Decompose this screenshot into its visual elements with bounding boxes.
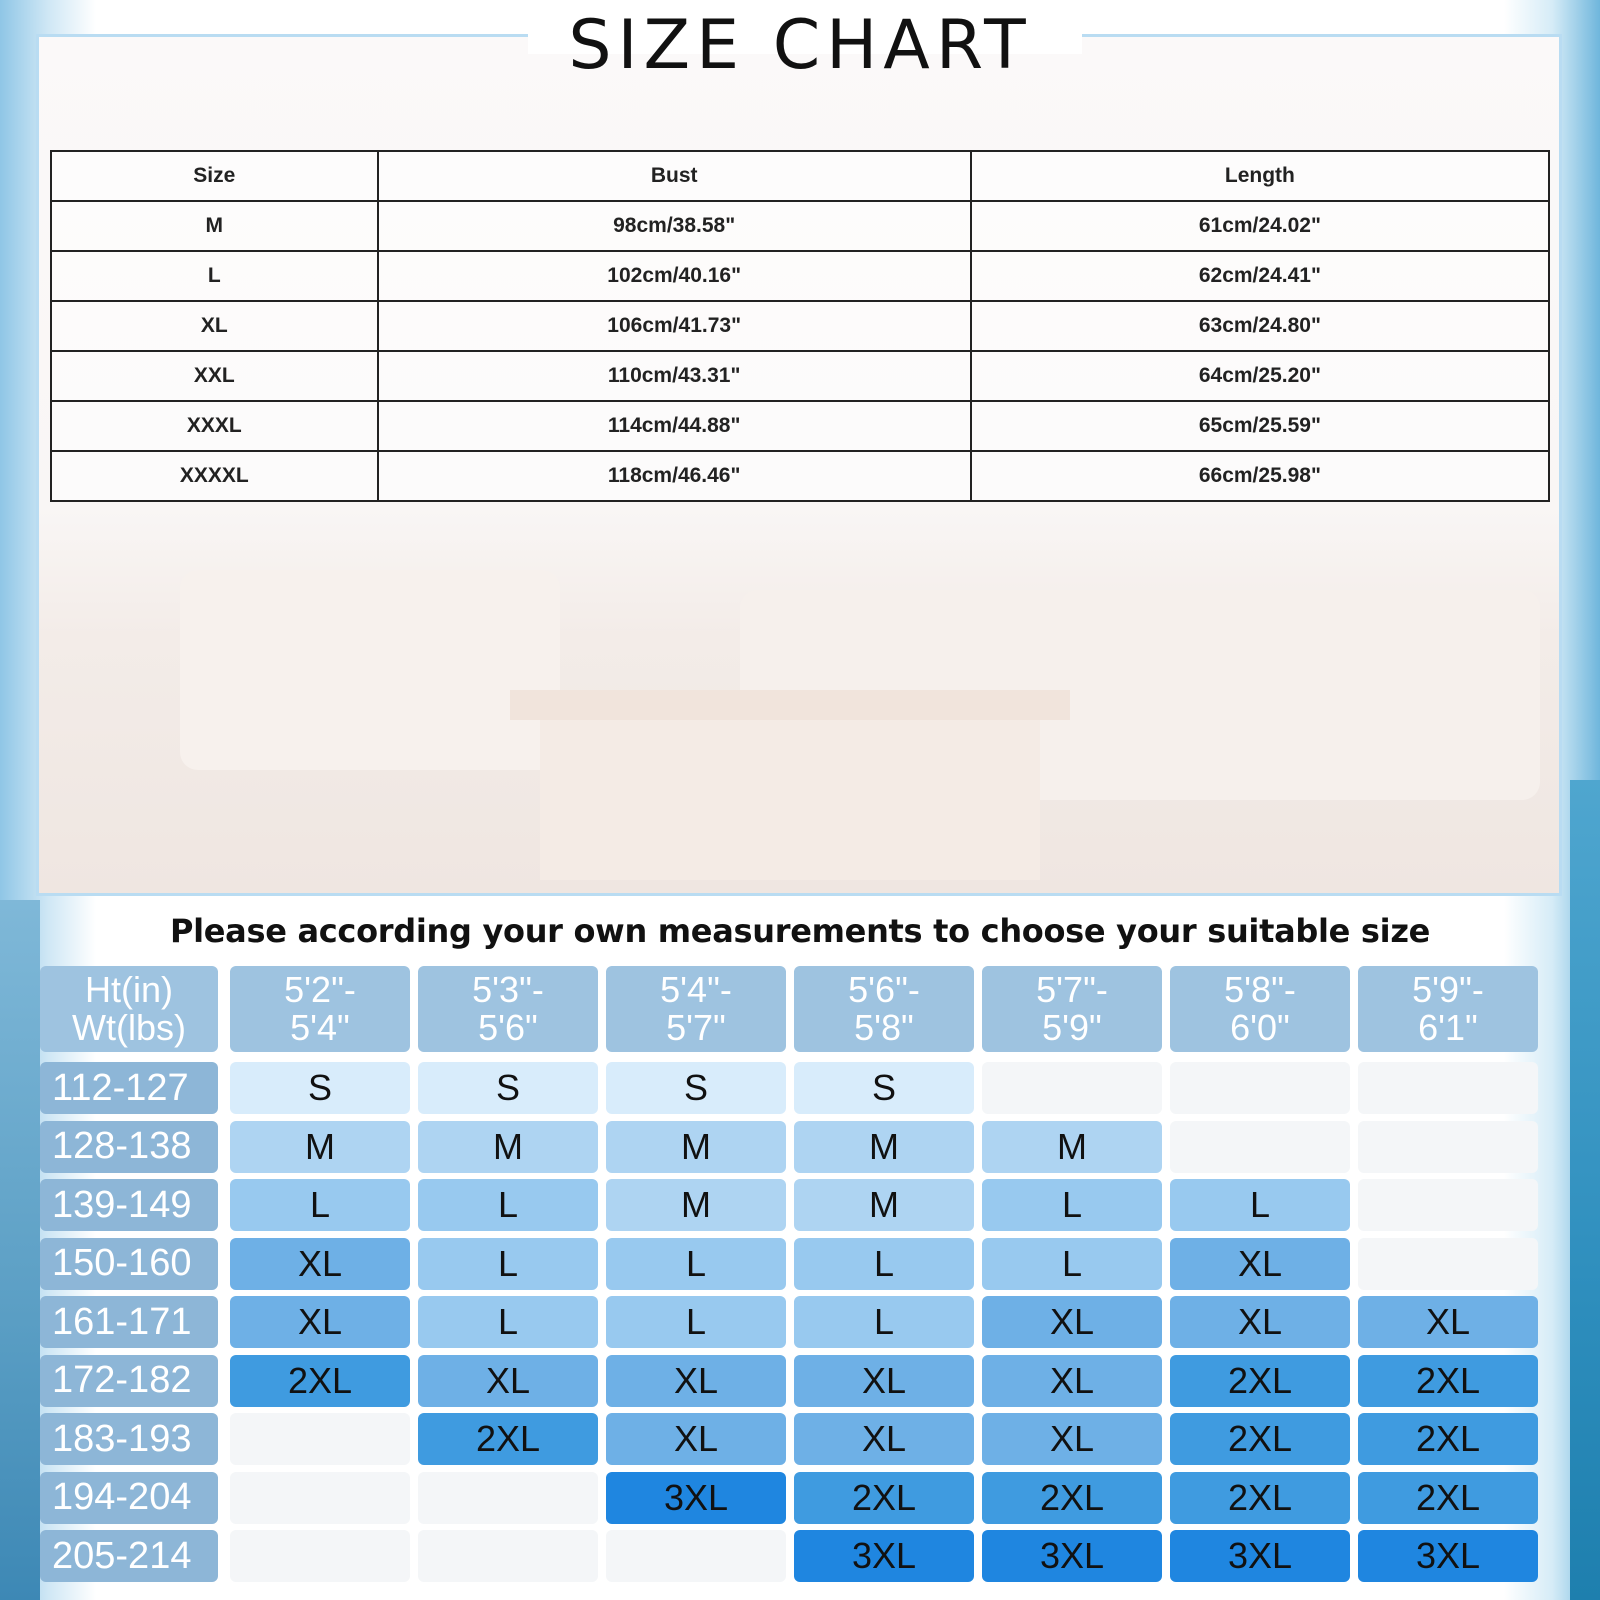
height-range-label: 6'1" bbox=[1418, 1007, 1478, 1048]
height-range-label: 5'4"- bbox=[660, 969, 732, 1010]
size-recommendation-cell: M bbox=[982, 1121, 1162, 1173]
size-recommendation-cell: 2XL bbox=[1358, 1355, 1538, 1407]
table-row bbox=[51, 201, 1549, 251]
table-header-row bbox=[51, 151, 1549, 201]
size-recommendation-cell: 2XL bbox=[1170, 1413, 1350, 1465]
background-sea-left bbox=[0, 900, 40, 1600]
size-recommendation-cell: L bbox=[1170, 1179, 1350, 1231]
size-recommendation-cell: L bbox=[418, 1238, 598, 1290]
table-row bbox=[51, 251, 1549, 301]
size-recommendation-cell: M bbox=[230, 1121, 410, 1173]
size-recommendation-cell: 3XL bbox=[982, 1530, 1162, 1582]
length-cell: 66cm/25.98" bbox=[971, 451, 1549, 501]
bust-cell: 102cm/40.16" bbox=[378, 251, 971, 301]
table-row bbox=[51, 351, 1549, 401]
empty-cell bbox=[1170, 1121, 1350, 1173]
height-column-header bbox=[418, 966, 598, 1052]
size-recommendation-cell: XL bbox=[1170, 1238, 1350, 1290]
height-range-label: 5'3"- bbox=[472, 969, 544, 1010]
empty-cell bbox=[1358, 1121, 1538, 1173]
size-recommendation-cell: 3XL bbox=[1358, 1530, 1538, 1582]
size-measurement-table bbox=[50, 150, 1550, 502]
height-column-header bbox=[606, 966, 786, 1052]
size-recommendation-cell: 2XL bbox=[982, 1472, 1162, 1524]
empty-cell bbox=[1358, 1179, 1538, 1231]
size-recommendation-cell: XL bbox=[982, 1413, 1162, 1465]
size-recommendation-cell: 2XL bbox=[418, 1413, 598, 1465]
size-recommendation-cell: XL bbox=[794, 1355, 974, 1407]
weight-row-header: 112-127 bbox=[40, 1062, 218, 1114]
height-column-header bbox=[1358, 966, 1538, 1052]
column-header-bust: Bust bbox=[378, 151, 971, 201]
size-recommendation-cell: 3XL bbox=[1170, 1530, 1350, 1582]
size-recommendation-cell: XL bbox=[230, 1296, 410, 1348]
weight-row-header: 172-182 bbox=[40, 1355, 218, 1407]
size-recommendation-cell: M bbox=[418, 1121, 598, 1173]
length-cell: 61cm/24.02" bbox=[971, 201, 1549, 251]
height-range-label: 5'6"- bbox=[848, 969, 920, 1010]
size-recommendation-cell: M bbox=[794, 1179, 974, 1231]
size-cell: L bbox=[51, 251, 378, 301]
column-header-size: Size bbox=[51, 151, 378, 201]
size-recommendation-cell: L bbox=[982, 1238, 1162, 1290]
size-recommendation-cell: 2XL bbox=[1358, 1472, 1538, 1524]
size-recommendation-cell: 2XL bbox=[794, 1472, 974, 1524]
empty-cell bbox=[1358, 1238, 1538, 1290]
height-range-label: 5'8"- bbox=[1224, 969, 1296, 1010]
size-recommendation-cell: L bbox=[982, 1179, 1162, 1231]
bust-cell: 110cm/43.31" bbox=[378, 351, 971, 401]
size-recommendation-cell: M bbox=[606, 1179, 786, 1231]
height-range-label: 5'6" bbox=[478, 1007, 538, 1048]
height-range-label: 5'7"- bbox=[1036, 969, 1108, 1010]
height-range-label: 6'0" bbox=[1230, 1007, 1290, 1048]
size-recommendation-cell: XL bbox=[418, 1355, 598, 1407]
height-column-header bbox=[230, 966, 410, 1052]
size-recommendation-cell: L bbox=[418, 1179, 598, 1231]
empty-cell bbox=[1358, 1062, 1538, 1114]
weight-row-header: 161-171 bbox=[40, 1296, 218, 1348]
bust-cell: 106cm/41.73" bbox=[378, 301, 971, 351]
size-recommendation-cell: XL bbox=[1358, 1296, 1538, 1348]
size-recommendation-cell: M bbox=[606, 1121, 786, 1173]
height-column-header bbox=[794, 966, 974, 1052]
size-recommendation-cell: S bbox=[606, 1062, 786, 1114]
weight-axis-label: Wt(lbs) bbox=[72, 1007, 186, 1048]
size-recommendation-cell: XL bbox=[1170, 1296, 1350, 1348]
weight-row-header: 128-138 bbox=[40, 1121, 218, 1173]
empty-cell bbox=[230, 1413, 410, 1465]
weight-row-header: 194-204 bbox=[40, 1472, 218, 1524]
size-recommendation-cell: XL bbox=[982, 1296, 1162, 1348]
height-column-header bbox=[1170, 966, 1350, 1052]
size-recommendation-cell: XL bbox=[794, 1413, 974, 1465]
height-range-label: 5'9" bbox=[1042, 1007, 1102, 1048]
grid-corner-header bbox=[40, 966, 218, 1052]
size-recommendation-cell: XL bbox=[606, 1355, 786, 1407]
size-recommendation-cell: M bbox=[794, 1121, 974, 1173]
height-range-label: 5'9"- bbox=[1412, 969, 1484, 1010]
size-recommendation-cell: L bbox=[606, 1296, 786, 1348]
size-advice-heading: Please according your own measurements to choose your suitable size bbox=[169, 912, 1431, 950]
bust-cell: 114cm/44.88" bbox=[378, 401, 971, 451]
size-cell: XXXL bbox=[51, 401, 378, 451]
weight-row-header: 183-193 bbox=[40, 1413, 218, 1465]
weight-row-header: 139-149 bbox=[40, 1179, 218, 1231]
size-cell: XXL bbox=[51, 351, 378, 401]
size-recommendation-cell: S bbox=[230, 1062, 410, 1114]
table-row bbox=[51, 301, 1549, 351]
empty-cell bbox=[230, 1472, 410, 1524]
size-recommendation-cell: S bbox=[418, 1062, 598, 1114]
weight-row-header: 150-160 bbox=[40, 1238, 218, 1290]
empty-cell bbox=[1170, 1062, 1350, 1114]
bust-cell: 98cm/38.58" bbox=[378, 201, 971, 251]
size-cell: XXXXL bbox=[51, 451, 378, 501]
size-recommendation-cell: 2XL bbox=[1358, 1413, 1538, 1465]
bust-cell: 118cm/46.46" bbox=[378, 451, 971, 501]
weight-row-header: 205-214 bbox=[40, 1530, 218, 1582]
height-range-label: 5'7" bbox=[666, 1007, 726, 1048]
length-cell: 65cm/25.59" bbox=[971, 401, 1549, 451]
height-weight-size-grid bbox=[40, 966, 1570, 1600]
size-cell: XL bbox=[51, 301, 378, 351]
size-recommendation-cell: S bbox=[794, 1062, 974, 1114]
empty-cell bbox=[418, 1472, 598, 1524]
height-axis-label: Ht(in) bbox=[85, 969, 173, 1010]
page-title: SIZE CHART bbox=[568, 6, 1032, 85]
size-recommendation-cell: 2XL bbox=[1170, 1472, 1350, 1524]
size-recommendation-cell: XL bbox=[982, 1355, 1162, 1407]
height-column-header bbox=[982, 966, 1162, 1052]
size-recommendation-cell: L bbox=[418, 1296, 598, 1348]
size-recommendation-cell: XL bbox=[606, 1413, 786, 1465]
size-recommendation-cell: L bbox=[794, 1238, 974, 1290]
size-recommendation-cell: 2XL bbox=[1170, 1355, 1350, 1407]
size-recommendation-cell: 3XL bbox=[606, 1472, 786, 1524]
size-recommendation-cell: 3XL bbox=[794, 1530, 974, 1582]
size-recommendation-cell: L bbox=[794, 1296, 974, 1348]
height-range-label: 5'2"- bbox=[284, 969, 356, 1010]
size-recommendation-cell: L bbox=[606, 1238, 786, 1290]
size-recommendation-cell: L bbox=[230, 1179, 410, 1231]
size-cell: M bbox=[51, 201, 378, 251]
height-range-label: 5'8" bbox=[854, 1007, 914, 1048]
empty-cell bbox=[230, 1530, 410, 1582]
background-sea-right bbox=[1570, 780, 1600, 1600]
size-recommendation-cell: 2XL bbox=[230, 1355, 410, 1407]
length-cell: 63cm/24.80" bbox=[971, 301, 1549, 351]
empty-cell bbox=[606, 1530, 786, 1582]
height-range-label: 5'4" bbox=[290, 1007, 350, 1048]
size-recommendation-cell: XL bbox=[230, 1238, 410, 1290]
empty-cell bbox=[418, 1530, 598, 1582]
length-cell: 62cm/24.41" bbox=[971, 251, 1549, 301]
length-cell: 64cm/25.20" bbox=[971, 351, 1549, 401]
table-row bbox=[51, 401, 1549, 451]
empty-cell bbox=[982, 1062, 1162, 1114]
table-row bbox=[51, 451, 1549, 501]
column-header-length: Length bbox=[971, 151, 1549, 201]
